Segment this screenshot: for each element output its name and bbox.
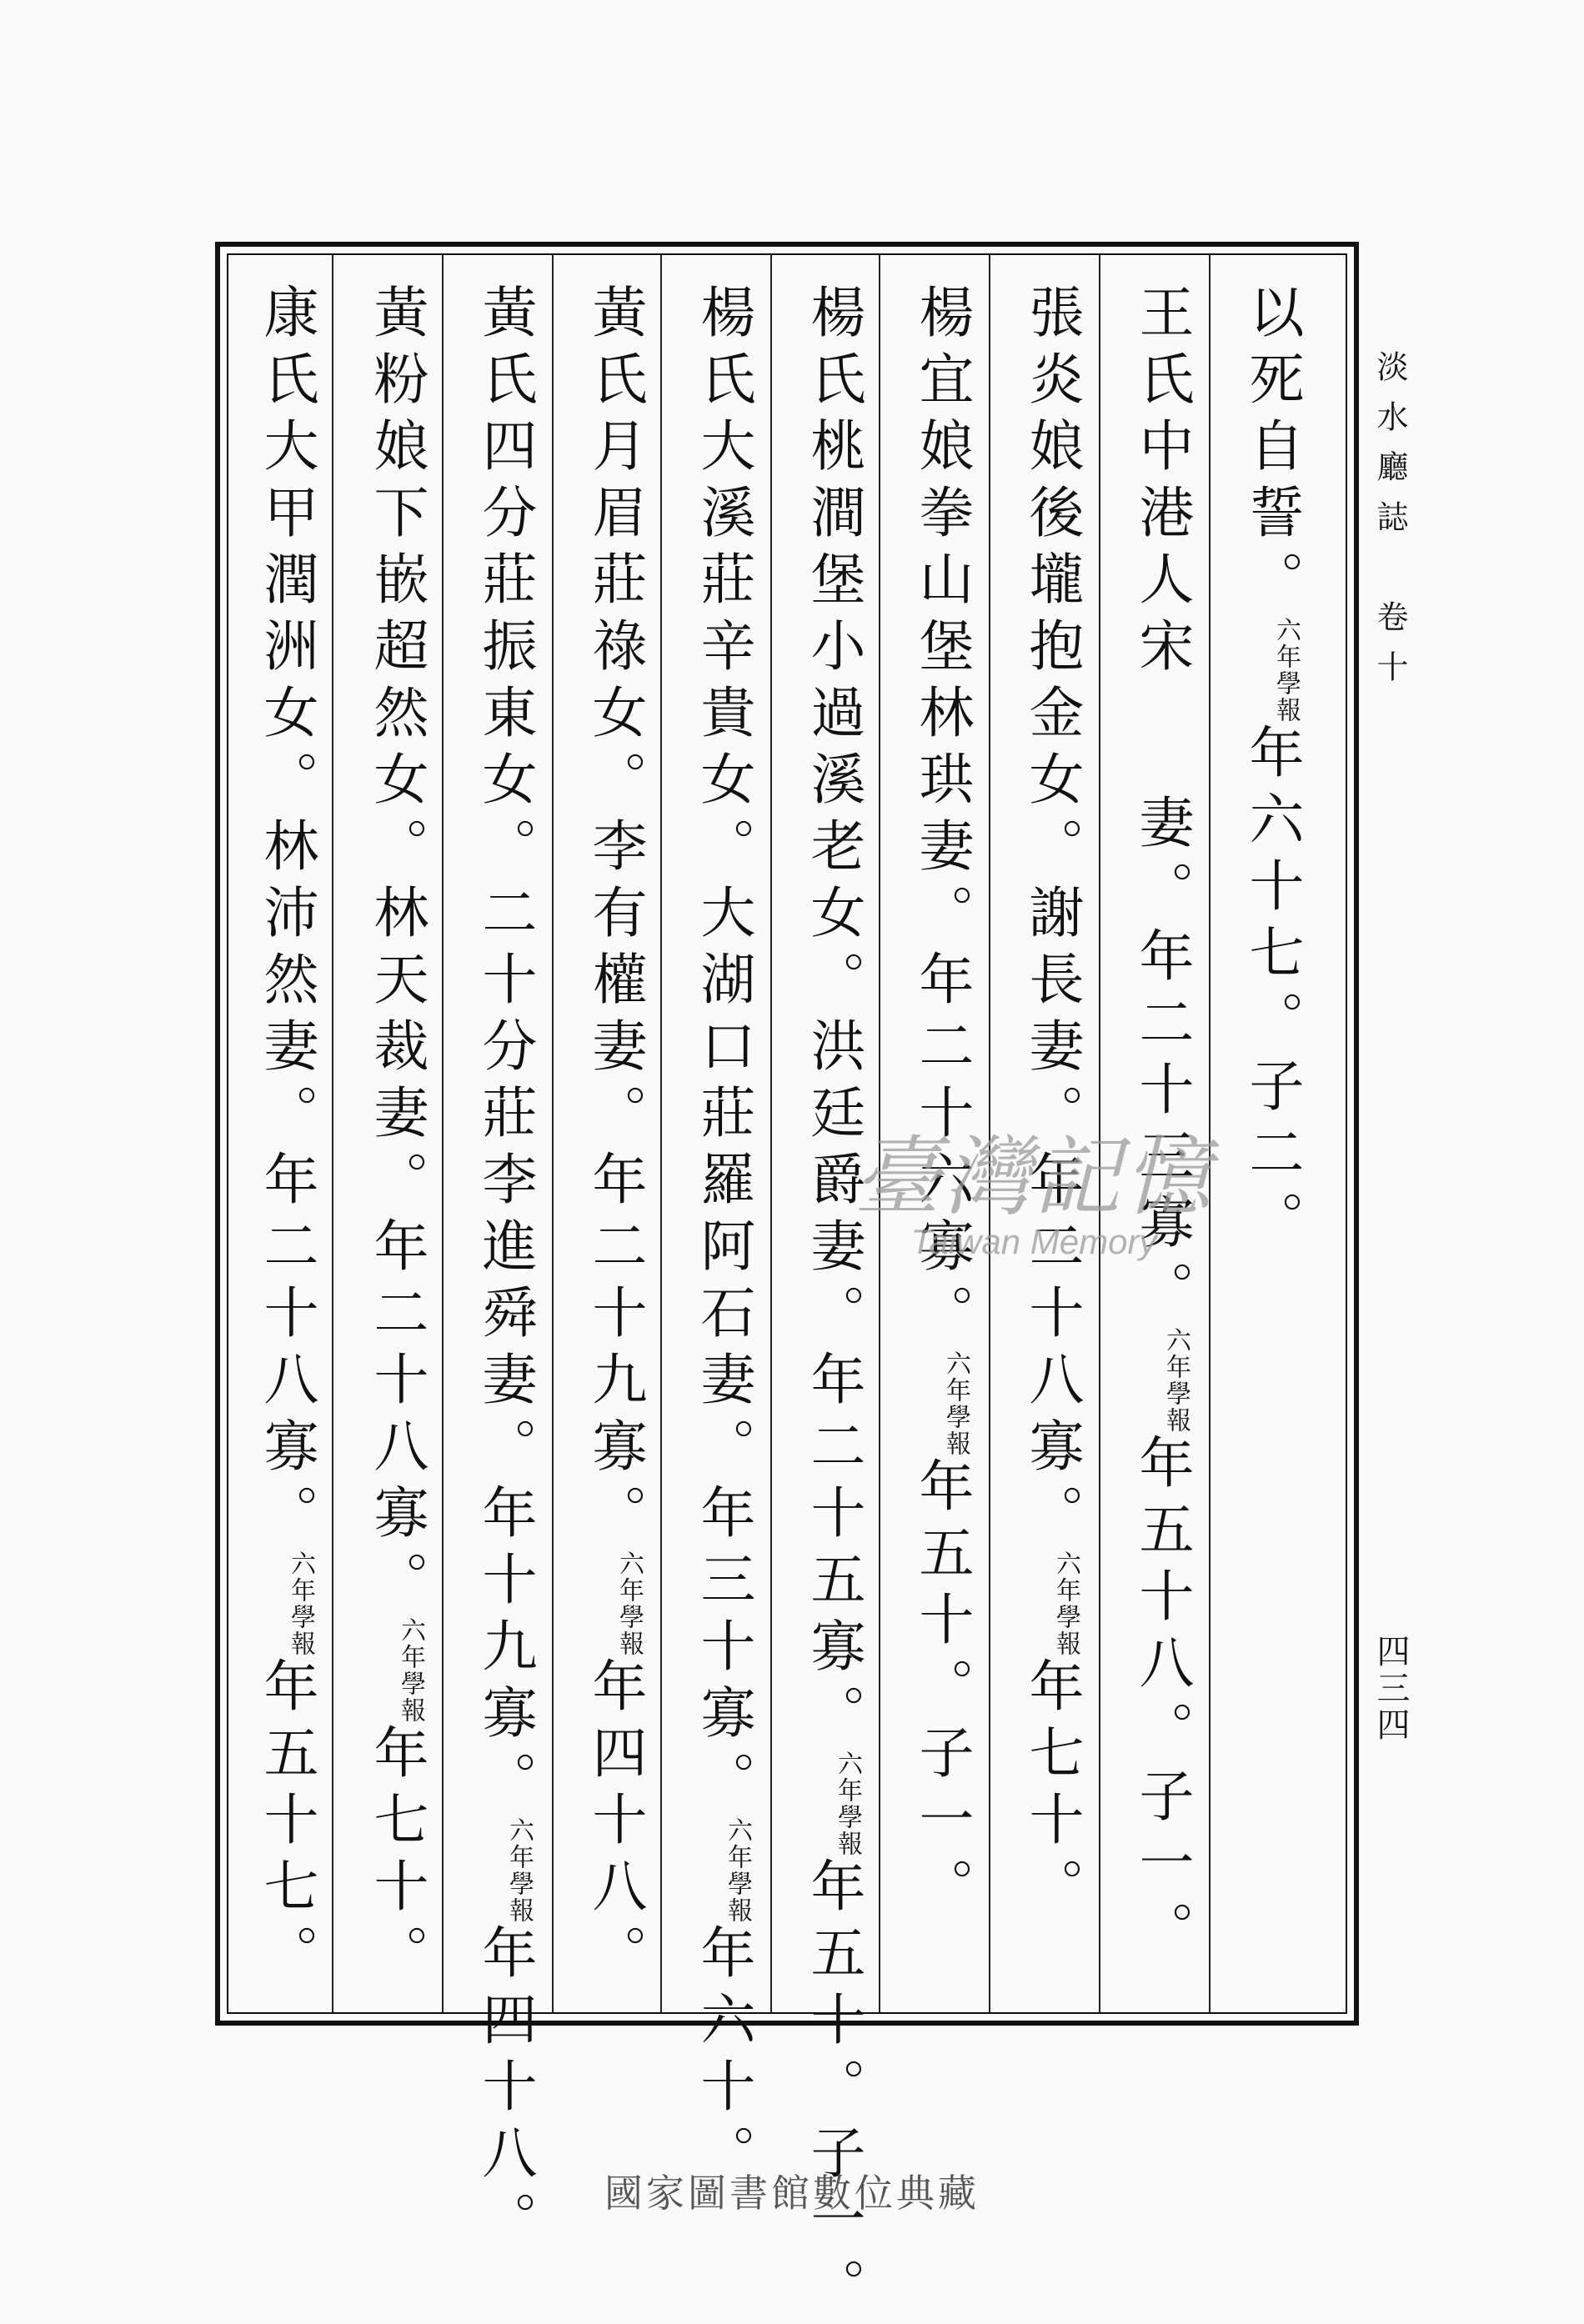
column-text: 妻。年二十三寡。 [1130, 794, 1194, 1327]
column-note: 六年學報 [1271, 617, 1301, 724]
column-text: 楊氏大溪莊辛貴女。大湖口莊羅阿石妻。年三十寡。 [691, 283, 755, 1817]
column-text: 年五十。子一。 [910, 1457, 974, 1924]
column-text: 年四十八。 [473, 1924, 537, 2257]
column-text: 黃粉娘下嵌超然女。林天裁妻。年二十八寡。 [364, 283, 429, 1617]
column-note: 六年學報 [504, 1817, 534, 1924]
column-note: 六年學報 [614, 1550, 644, 1657]
column-note: 六年學報 [723, 1817, 752, 1924]
page-number: 四三四 [1371, 1634, 1410, 1744]
text-column-9 [364, 283, 429, 1991]
column-text: 康氏大甲潤洲女。林沛然妻。年二十八寡。 [254, 283, 318, 1550]
running-header: 淡水廳誌 卷十 [1371, 350, 1408, 700]
text-column-5 [801, 283, 865, 2324]
column-text: 年七十。 [1020, 1657, 1084, 1924]
column-gap [1130, 684, 1194, 794]
text-column-8 [473, 283, 537, 2257]
column-rule [660, 255, 662, 2012]
text-column-7 [583, 283, 647, 1991]
column-text: 年五十八。子一。 [1130, 1434, 1194, 1967]
column-rule [770, 255, 772, 2012]
column-text: 王氏中港人宋 [1130, 283, 1194, 684]
column-text: 楊宜娘拳山堡林珙妻。年二十六寡。 [910, 283, 974, 1350]
column-text: 楊氏桃澗堡小過溪老女。洪廷爵妻。年二十五寡。 [801, 283, 865, 1751]
column-text: 年四十八。 [583, 1657, 647, 1991]
column-text: 年五十。子一。 [801, 1857, 865, 2324]
column-note: 六年學報 [1161, 1327, 1191, 1434]
column-rule [332, 255, 333, 2012]
taiwan-memory-watermark [800, 1126, 1267, 1262]
column-text: 年六十。 [691, 1924, 755, 2191]
column-note: 六年學報 [833, 1751, 862, 1857]
watermark-english: Taiwan Memory [910, 1222, 1157, 1261]
column-text: 年六十七。子二。 [1240, 724, 1304, 1257]
column-note: 六年學報 [286, 1550, 315, 1657]
column-text: 年五十七。 [254, 1657, 318, 1991]
column-note: 六年學報 [941, 1350, 970, 1457]
text-column-1 [1240, 283, 1304, 1257]
text-column-6 [691, 283, 755, 2191]
library-footer: 國家圖書館數位典藏 [604, 2171, 980, 2216]
text-column-2 [1130, 283, 1194, 1967]
column-text: 以死自誓。 [1240, 283, 1304, 617]
column-text: 黃氏月眉莊祿女。李有權妻。年二十九寡。 [583, 283, 647, 1550]
text-column-4 [910, 283, 974, 1924]
column-rule [442, 255, 444, 2012]
column-text: 黃氏四分莊振東女。二十分莊李進舜妻。年十九寡。 [473, 283, 537, 1817]
column-text: 張炎娘後壠抱金女。謝長妻。年二十八寡。 [1020, 283, 1084, 1550]
text-column-10 [254, 283, 318, 1991]
watermark-chinese: 臺灣記憶 [853, 1126, 1214, 1228]
column-text: 年七十。 [364, 1724, 429, 1991]
column-note: 六年學報 [1051, 1550, 1080, 1657]
column-rule [552, 255, 554, 2012]
text-column-3 [1020, 283, 1084, 1924]
column-note: 六年學報 [396, 1617, 425, 1724]
